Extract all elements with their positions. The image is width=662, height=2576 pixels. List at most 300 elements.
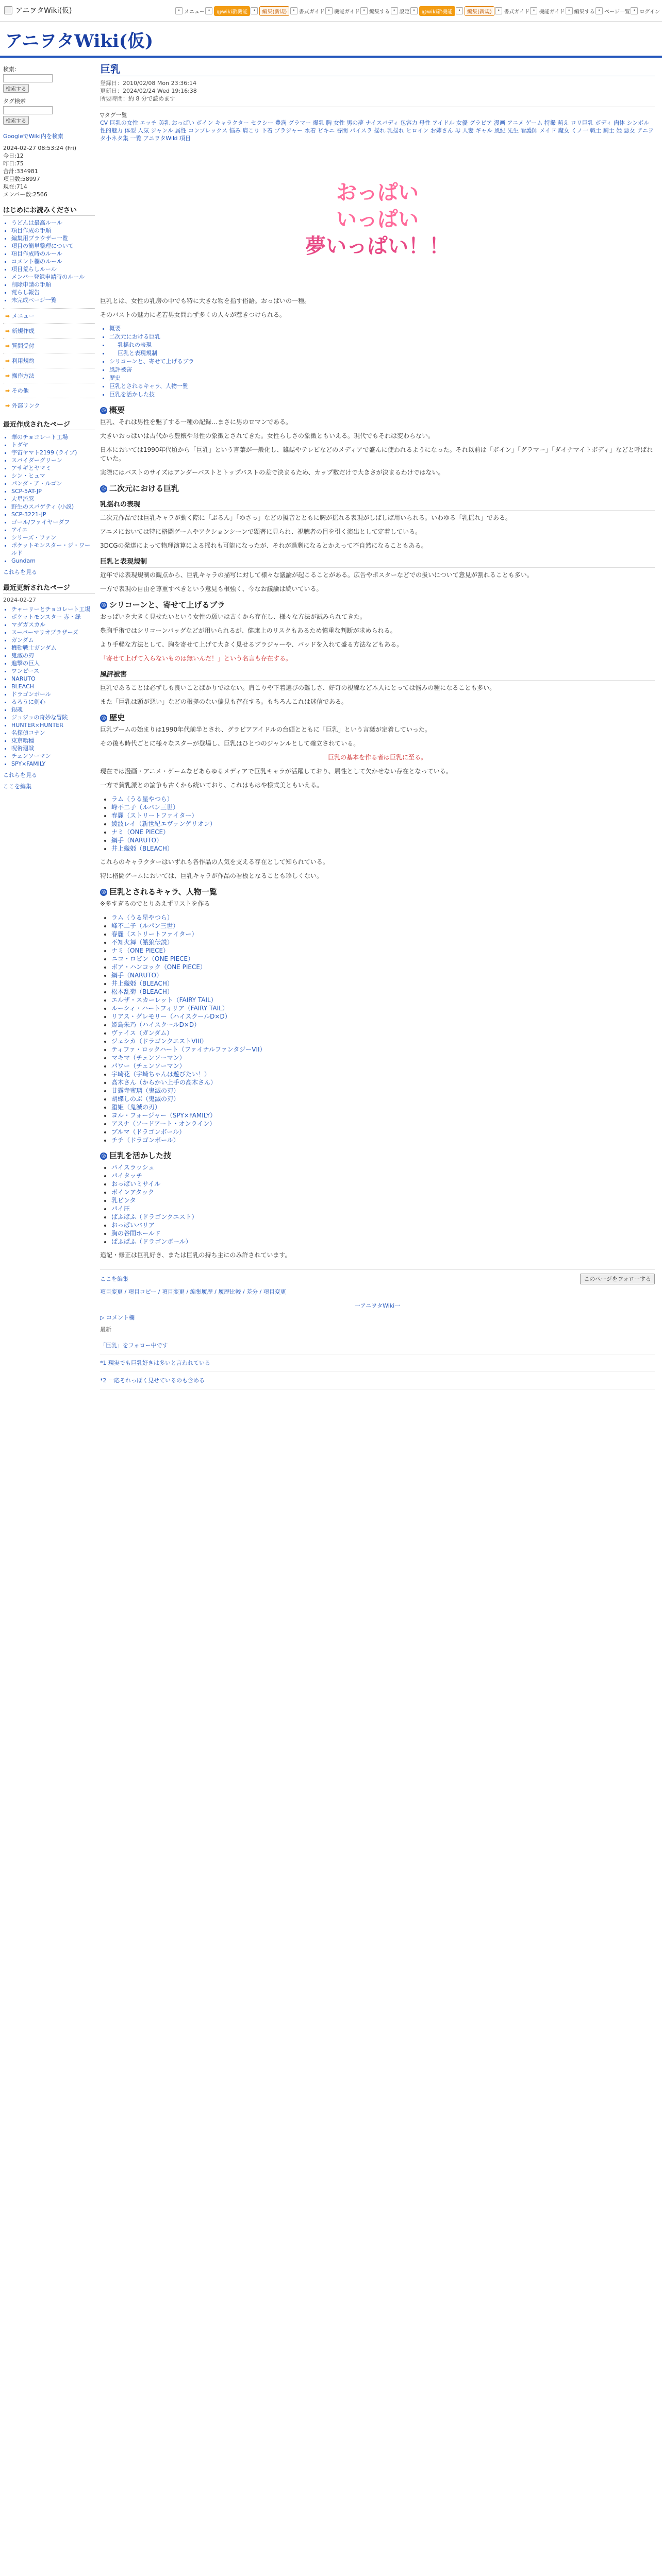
history-item-label: 春麗（ストリートファイター）	[111, 812, 198, 819]
chara-item[interactable]	[111, 996, 655, 1004]
closing-text: 追記・修正は巨乳好き、または巨乳の持ち主にのみ許されています。	[100, 1251, 291, 1259]
chara-item[interactable]	[111, 1111, 655, 1120]
history-list	[100, 795, 655, 853]
chara-item-label: 綱手（NARUTO）	[111, 972, 163, 979]
updated-item[interactable]: • 名探偵コナン	[11, 729, 95, 737]
updated-item[interactable]: • HUNTER×HUNTER	[11, 721, 95, 729]
chara-item-label: 春麗（ストリートファイター）	[111, 930, 198, 938]
toolbar-item[interactable]	[410, 6, 455, 16]
section-marker-icon: ◎	[100, 407, 107, 414]
waza-item[interactable]	[111, 1238, 655, 1246]
section-2d	[100, 484, 655, 493]
toolbar-item-label: ページ一覧	[604, 9, 630, 15]
updated-item[interactable]: • マダガスカル	[11, 621, 95, 629]
stat-line: 項目数:58997	[3, 176, 40, 182]
history-item-label: 綱手（NARUTO）	[111, 837, 163, 844]
main-content	[100, 64, 655, 1389]
history-paragraphs	[100, 725, 655, 748]
chara-item-label: チチ（ドラゴンボール）	[111, 1137, 179, 1144]
waza-item[interactable]	[111, 1180, 655, 1188]
paragraph: 一方で貧乳派との論争も古くから続いており、これはもはや様式美ともいえる。	[100, 782, 323, 789]
chara-item-label: 宇崎花（宇崎ちゃんは遊びたい！）	[111, 1071, 211, 1078]
history-item-label: ラム（うる星やつら）	[111, 795, 173, 803]
chara-item[interactable]	[111, 1037, 655, 1045]
waza-item-label: パイ圧	[111, 1205, 130, 1212]
recent-item[interactable]: • 大星流忍	[11, 495, 95, 503]
chara-item-label: ヴァイス（ガンダム）	[111, 1029, 173, 1037]
sidebar-menu-item[interactable]	[3, 353, 95, 368]
toc-item[interactable]: • 風評被害	[109, 366, 655, 374]
paragraph: おっぱいを大きく見せたいという女性の願いは古くから存在し、様々な方法が試みられてきた。	[100, 613, 367, 620]
meta-value: 約 8 分で読めます	[128, 95, 175, 102]
history-item[interactable]	[111, 828, 655, 836]
paragraph: これらのキャラクターはいずれも各作品の人気を支える存在として知られている。	[100, 858, 329, 866]
chara-item[interactable]	[111, 1078, 655, 1087]
welcome-item[interactable]: • メンバー登録申請時のルール	[11, 273, 95, 281]
welcome-item[interactable]: • 項目荒らしルール	[11, 265, 95, 273]
waza-item[interactable]	[111, 1163, 655, 1172]
meta-value: 2024/02/24 Wed 19:16:38	[123, 88, 197, 94]
comments-edit-link[interactable]: ここを編集	[100, 1276, 128, 1282]
updated-item[interactable]: • 呪術廻戦	[11, 744, 95, 752]
hero-text	[100, 142, 655, 297]
chara-item-label: エルザ・スカーレット（FAIRY TAIL）	[111, 996, 217, 1004]
section-marker-icon: ◎	[100, 715, 107, 722]
recent-item[interactable]: • 宇宙ヤマト2199 (ライブ)	[11, 449, 95, 456]
waza-item[interactable]	[111, 1205, 655, 1213]
toolbar-item-label: 書式ガイド	[299, 9, 325, 15]
gear-icon: •	[391, 7, 398, 14]
meta-key: 更新日：	[100, 88, 123, 94]
section-marker-icon: ◎	[100, 602, 107, 609]
chara-item-label: マキマ（チェンソーマン）	[111, 1054, 186, 1061]
history-paragraphs-3	[100, 858, 655, 880]
chara-item-label: 高木さん（からかい上手の高木さん）	[111, 1079, 217, 1086]
sidebar-menu-label: 新規作成	[11, 328, 35, 334]
chara-item[interactable]	[111, 1029, 655, 1037]
updated-item[interactable]: • NARUTO	[11, 675, 95, 683]
updated-item[interactable]: • ジョジョの奇妙な冒険	[11, 714, 95, 721]
sidebar-menu-item[interactable]	[3, 398, 95, 413]
toolbar-item-label: 機能ガイド	[334, 9, 360, 15]
recent-item[interactable]: • トダヤ	[11, 441, 95, 449]
updated-item[interactable]: • 鬼滅の刃	[11, 652, 95, 659]
toolbar-item[interactable]	[205, 6, 250, 16]
toolbar-item[interactable]	[495, 7, 529, 15]
yure-paragraphs	[100, 514, 655, 550]
recent-item[interactable]: • アサギとヤマミ	[11, 464, 95, 472]
toolbar-item-label: ログイン	[639, 9, 660, 15]
chara-item-label: 堕姫（鬼滅の刃）	[111, 1104, 161, 1111]
waza-item-label: ぱふぱふ（ドラゴンボール）	[111, 1238, 192, 1245]
paragraph: 実際にはバストのサイズはアンダーバストとトップバストの差で決まるため、カップ数だけで大きさが決まるわけではない。	[100, 469, 444, 476]
chara-item-label: 峰不二子（ルパン三世）	[111, 922, 179, 929]
meta-key: 登録日：	[100, 80, 123, 87]
chara-item[interactable]	[111, 1054, 655, 1062]
toolbar-item[interactable]	[175, 7, 205, 15]
waza-item[interactable]	[111, 1229, 655, 1238]
toolbar-item-label: 機能ガイド	[539, 9, 565, 15]
chara-item[interactable]	[111, 913, 655, 922]
paragraph: 近年では表現規制の観点から、巨乳キャラの描写に対して様々な議論が起こることがある。広告やポスターなどでの扱いについて意見が割れることも多い。	[100, 571, 533, 579]
section-marker-icon: ◎	[100, 1153, 107, 1160]
sidebar-menu-item[interactable]	[3, 338, 95, 353]
wiki-icon: •	[410, 7, 418, 14]
section-history-title: 歴史	[109, 713, 125, 722]
chara-item-label: ティファ・ロックハート（ファイナルファンタジーVII）	[111, 1046, 266, 1053]
toolbar-item[interactable]	[251, 6, 289, 16]
wrench-icon: •	[325, 7, 333, 14]
section-marker-icon: ◎	[100, 889, 107, 896]
hero-line-3: 夢いっぱい！！	[305, 234, 450, 258]
chara-item-label: パワー（チェンソーマン）	[111, 1062, 186, 1070]
search-button[interactable]: 検索する	[3, 84, 29, 93]
chara-item-label: リアス・グレモリー（ハイスクールD×D）	[111, 1013, 231, 1020]
meta-line	[100, 79, 655, 87]
history-paragraphs-2	[100, 767, 655, 790]
wiki-footer-label: 一アニヲタWiki一	[354, 1302, 401, 1309]
section-silicone	[100, 601, 655, 609]
chara-item[interactable]	[111, 1095, 655, 1103]
overview-paragraphs	[100, 418, 655, 477]
follow-button[interactable]: このページをフォローする	[580, 1274, 655, 1284]
recent-updated-heading: 最近更新されたページ	[3, 582, 95, 594]
toc-item[interactable]: • 二次元における巨乳	[109, 333, 655, 341]
chara-item[interactable]	[111, 1004, 655, 1012]
chara-item[interactable]	[111, 1087, 655, 1095]
stat-line: 昨日:75	[3, 160, 24, 167]
toc-item[interactable]: • 歴史	[109, 374, 655, 382]
tag-search-button[interactable]: 検索する	[3, 116, 29, 125]
wiki-header	[0, 22, 662, 58]
updated-item[interactable]: • ポケットモンスター 赤・緑	[11, 613, 95, 621]
sidebar-menu-label: 操作方法	[11, 372, 35, 379]
toolbar-item-label: メニュー	[184, 9, 205, 15]
meta-key: 所要時間：	[100, 95, 128, 102]
toolbar-item-label: 編集(新規)	[465, 6, 494, 16]
chara-item-label: 胡蝶しのぶ（鬼滅の刃）	[111, 1095, 180, 1103]
meta-value: 2010/02/08 Mon 23:36:14	[123, 80, 196, 87]
recent-item[interactable]: • ゴール/ファイヤーダフ	[11, 518, 95, 526]
site-name: アニヲタWiki(仮)	[15, 7, 72, 15]
welcome-item[interactable]: • 項目の簡単整理について	[11, 242, 95, 250]
history-item[interactable]	[111, 844, 655, 853]
updated-item[interactable]: • るろうに剣心	[11, 698, 95, 706]
updated-item[interactable]: • ワンピース	[11, 667, 95, 675]
history-item-label: ナミ（ONE PIECE）	[111, 828, 170, 836]
site-logo-icon	[4, 6, 12, 14]
recent-item[interactable]: • シリーズ・ファン	[11, 534, 95, 541]
stat-line: メンバー数:2566	[3, 191, 47, 198]
chara-item-label: ジェシカ（ドラゴンクエストVIII）	[111, 1038, 208, 1045]
chara-item[interactable]	[111, 1103, 655, 1111]
waza-item[interactable]	[111, 1213, 655, 1221]
toc-item[interactable]: • 巨乳と表現規制	[109, 349, 655, 358]
toc-item[interactable]: • 巨乳とされるキャラ、人物一覧	[109, 382, 655, 391]
arrow-right-icon: ➡	[5, 313, 12, 319]
chara-item-label: 不知火舞（餓狼伝説）	[111, 939, 174, 946]
history-item[interactable]	[111, 820, 655, 828]
updated-item[interactable]: • 銀魂	[11, 706, 95, 714]
chara-item[interactable]	[111, 988, 655, 996]
history-item-label: 峰不二子（ルパン三世）	[111, 804, 179, 811]
sidebar	[3, 64, 95, 793]
paragraph: 巨乳、それは男性を魅了する一種の記録…まさに男のロマンである。	[100, 418, 292, 426]
paragraph: 巨乳ブームの始まりは1990年代前半とされ、グラビアアイドルの台頭とともに「巨乳」という言葉が定着していった。	[100, 726, 431, 733]
hero-line-1: おっぱい	[336, 180, 419, 205]
chara-item-label: アスナ（ソードアート・オンライン）	[111, 1120, 216, 1127]
page-meta	[100, 79, 655, 103]
toolbar-item[interactable]	[530, 7, 565, 15]
recent-item[interactable]: • 華のチョコレート工場	[11, 433, 95, 441]
comment-link[interactable]: ▷ コメント欄	[100, 1314, 135, 1321]
tag-search-label: タグ検索	[3, 98, 26, 105]
welcome-item[interactable]: • 未完成ページ一覧	[11, 296, 95, 304]
sidebar-menu-label: メニュー	[11, 313, 35, 319]
updated-item[interactable]: • 進撃の巨人	[11, 659, 95, 667]
chara-list	[100, 913, 655, 1144]
stat-line: 合計:334981	[3, 168, 38, 175]
updated-item[interactable]: • 東京喰種	[11, 737, 95, 744]
fuhyo-paragraphs	[100, 684, 655, 706]
silicone-quote: 「寄せて上げて入らないものは無いんだ！」という名言も存在する。	[100, 655, 292, 662]
book-icon: •	[495, 7, 502, 14]
toc-item[interactable]: • 概要	[109, 325, 655, 333]
page-nav-links[interactable]: 項目変更 / 項目コピー / 項目変更 / 編集履歴 / 履歴比較 / 差分 / 項目変更	[100, 1289, 286, 1295]
site-link[interactable]	[4, 5, 72, 15]
paragraph: 二次元作品では巨乳キャラが動く際に「ぶるん」「ゆさっ」などの擬音とともに胸が揺れる表現がしばしば用いられる。いわゆる「乳揺れ」である。	[100, 514, 512, 521]
updated-item[interactable]: • スーパーマリオブラザーズ	[11, 629, 95, 636]
toolbar-item[interactable]	[391, 7, 410, 15]
chara-item[interactable]	[111, 1070, 655, 1078]
welcome-item[interactable]: • コメント欄のルール	[11, 258, 95, 265]
wiki-title[interactable]: アニヲタWiki(仮)	[5, 31, 154, 52]
paragraph: 3DCGの発達によって物理演算による揺れも可能になったが、それが過剰になるとかえって不自然になることもある。	[100, 542, 427, 549]
welcome-item[interactable]: • 項目作成の手順	[11, 227, 95, 234]
subsection-yure: 乳揺れの表現	[100, 500, 655, 511]
chara-item[interactable]	[111, 1062, 655, 1070]
section-overview-title: 概要	[109, 405, 125, 415]
stat-line: 今日:12	[3, 152, 24, 159]
paragraph: 現在では漫画・アニメ・ゲームなどあらゆるメディアで巨乳キャラが活躍しており、属性として欠かせない存在となっている。	[100, 768, 452, 775]
recent-item[interactable]: • ポケットモンスター・ジ・ワールド	[11, 541, 95, 557]
chara-item-label: 姫島朱乃（ハイスクールD×D）	[111, 1021, 201, 1028]
stat-line: 2024-02-27 08:53:24 (Fri)	[3, 145, 77, 151]
chara-item-label: 井上織姫（BLEACH）	[111, 980, 173, 987]
updated-item[interactable]: • SPY×FAMILY	[11, 760, 95, 768]
section-history	[100, 714, 655, 722]
chara-item-label: 松本乱菊（BLEACH）	[111, 988, 173, 995]
waza-item[interactable]	[111, 1221, 655, 1229]
toc-item[interactable]: • 巨乳を活かした技	[109, 391, 655, 399]
sidebar-menu-label: その他	[11, 387, 29, 394]
chara-item[interactable]	[111, 1012, 655, 1021]
tag-list-label: ▽タグ一覧	[100, 112, 127, 118]
page-title: 巨乳	[100, 65, 655, 76]
history-item[interactable]	[111, 811, 655, 820]
waza-item-label: ぱふぱふ（ドラゴンクエスト）	[111, 1213, 198, 1221]
sidebar-menu-item[interactable]	[3, 308, 95, 323]
chara-item[interactable]	[111, 1136, 655, 1144]
recent-item[interactable]: • Gundam	[11, 557, 95, 565]
comment-item[interactable]: *2 一応それっぽく見せているのも含める	[100, 1372, 655, 1389]
latest-label: 最新	[100, 1326, 111, 1333]
chara-item[interactable]	[111, 963, 655, 971]
sidebar-menu-item[interactable]	[3, 323, 95, 338]
chara-item-label: ニコ・ロビン（ONE PIECE）	[111, 955, 194, 962]
welcome-item[interactable]: • 荒らし報告	[11, 289, 95, 296]
toolbar-item-label: 編集する	[369, 9, 390, 15]
waza-item-label: 胸の谷間ホールド	[111, 1230, 161, 1237]
section-2d-title: 二次元における巨乳	[109, 484, 179, 493]
sidebar-edit-link[interactable]: ここを編集	[3, 783, 31, 790]
updated-item[interactable]: • ドラゴンボール	[11, 690, 95, 698]
paragraph: その後も時代ごとに様々なスターが登場し、巨乳はひとつのジャンルとして確立されている。	[100, 740, 360, 747]
arrow-right-icon: ➡	[5, 343, 12, 349]
top-toolbar	[0, 0, 662, 22]
silicone-paragraphs	[100, 613, 655, 649]
recent-item[interactable]: • SCP-5AT-JP	[11, 487, 95, 495]
sidebar-menu-label: 外部リンク	[11, 402, 40, 409]
waza-item-label: ボインアタック	[111, 1189, 155, 1196]
welcome-item[interactable]: • 項目作成時のルール	[11, 250, 95, 258]
history-item-label: 井上織姫（BLEACH）	[111, 845, 173, 852]
paragraph: また「巨乳は頭が悪い」などの根拠のない偏見も存在する。もちろんこれは迷信である。	[100, 698, 348, 705]
chara-item-label: ヨル・フォージャー（SPY×FAMILY）	[111, 1112, 217, 1119]
comment-item[interactable]: *1 現実でも巨乳好きは多いと言われている	[100, 1354, 655, 1372]
section-marker-icon: ◎	[100, 485, 107, 493]
sidebar-menu-label: 利用規約	[11, 358, 35, 364]
toolbar-item-label: 編集(新規)	[259, 6, 289, 16]
toolbar-item[interactable]	[456, 6, 494, 16]
recent-item[interactable]: • スパイダーグリーン	[11, 456, 95, 464]
tag-search-input[interactable]	[3, 106, 53, 114]
atwiki-icon: •	[205, 7, 212, 14]
wrench-icon: •	[530, 7, 537, 14]
section-overview	[100, 406, 655, 415]
chara-item[interactable]	[111, 1045, 655, 1054]
stat-line: 現在:714	[3, 183, 27, 190]
chara-intro: ※多すぎるのでとりあえずリストを作る	[100, 900, 210, 907]
toolbar-item[interactable]	[595, 7, 630, 15]
history-item-label: 綾波レイ（新世紀エヴァンゲリオン）	[111, 820, 216, 827]
kisei-paragraphs	[100, 571, 655, 594]
welcome-item[interactable]: • 削除申請の手順	[11, 281, 95, 289]
recent-item[interactable]: • 野生のスパゲティ (小説)	[11, 503, 95, 511]
updated-item[interactable]: • チェンソーマン	[11, 752, 95, 760]
chara-item[interactable]	[111, 930, 655, 938]
chara-item[interactable]	[111, 946, 655, 955]
chara-item[interactable]	[111, 938, 655, 946]
search-input[interactable]	[3, 74, 53, 82]
toolbar-item[interactable]	[566, 7, 595, 15]
search-label: 検索：	[3, 66, 20, 73]
toolbar-item[interactable]	[290, 7, 325, 15]
welcome-item[interactable]: • 編集用ブラウザー一覧	[11, 234, 95, 242]
history-quote: 巨乳の基本を作る者は巨乳に至る。	[327, 754, 427, 761]
toolbar-item-label: 書式ガイド	[504, 9, 530, 15]
chara-item[interactable]	[111, 979, 655, 988]
waza-item[interactable]	[111, 1196, 655, 1205]
history-item[interactable]	[111, 795, 655, 803]
arrow-right-icon: ➡	[5, 358, 12, 364]
recent-created-heading: 最近作成されたページ	[3, 419, 95, 430]
arrow-right-icon: ➡	[5, 387, 12, 394]
toolbar-item[interactable]	[631, 7, 660, 15]
history-item[interactable]	[111, 836, 655, 844]
toolbar-item[interactable]	[360, 7, 390, 15]
toc-item[interactable]: • 乳揺れの表現	[109, 341, 655, 349]
waza-item[interactable]	[111, 1188, 655, 1196]
arrow-right-icon: ➡	[5, 372, 12, 379]
recent-item[interactable]: • シン・ヒュマ	[11, 472, 95, 480]
history-item[interactable]	[111, 803, 655, 811]
updated-item[interactable]: • 機動戦士ガンダム	[11, 644, 95, 652]
chara-item[interactable]	[111, 922, 655, 930]
chara-item[interactable]	[111, 971, 655, 979]
site-stats	[3, 144, 95, 198]
recent-updated-list	[3, 605, 95, 768]
welcome-item[interactable]: • うどんは最高ルール	[11, 219, 95, 227]
login-icon: •	[631, 7, 638, 14]
toolbar-item-label: 設定	[399, 9, 410, 15]
update-date: 2024-02-27	[3, 597, 36, 603]
recent-item[interactable]: • SCP-3221-JP	[11, 511, 95, 518]
toolbar-item-label: @wiki新機能	[419, 6, 455, 16]
chara-item[interactable]	[111, 1021, 655, 1029]
recent-item[interactable]: • パンダ・ア・ルゴン	[11, 480, 95, 487]
updated-item[interactable]: • ガンダム	[11, 636, 95, 644]
more-updated-link[interactable]: これらを見る	[3, 772, 37, 778]
more-recent-link[interactable]: これらを見る	[3, 569, 37, 575]
updated-item[interactable]: • BLEACH	[11, 683, 95, 690]
waza-item[interactable]	[111, 1172, 655, 1180]
sidebar-menu-item[interactable]	[3, 368, 95, 383]
tag-list-values[interactable]: CV 巨乳の女性 エッチ 美乳 おっぱい ボイン キャラクター セクシー 豊満 グラマー 爆乳 胸 女性 男の夢 ナイスバディ 包容力 母性 アイドル 女優 グラビア 漫画 アニメ ゲーム 特撮 萌え ロリ巨乳 ボディ 肉体 シンボル 性的魅力 体型 人気 ジャンル 属性 コンプレックス 悩み 肩こり 下着 ブラジャー 水着 ビキニ 谷間 パイスラ 揺れ 乳揺れ ヒロイン お姉さん 母 人妻 ギャル 風紀 先生 看護師 メイド 魔女 くノ一 戦士 騎士 姫 悪女 アニヲタ小ネタ集 一覧 アニヲタWiki 項目	[100, 120, 654, 142]
paragraph: 一方で表現の自由を尊重すべきという意見も根強く、今なお議論は続いている。	[100, 585, 323, 592]
waza-list	[100, 1163, 655, 1246]
recent-created-list	[3, 433, 95, 565]
chara-item-label: ナミ（ONE PIECE）	[111, 947, 170, 954]
chara-item[interactable]	[111, 1128, 655, 1136]
toolbar-item-label: @wiki新機能	[214, 6, 250, 16]
waza-item-label: パイスラッシュ	[111, 1164, 155, 1171]
edit-icon: •	[566, 7, 573, 14]
tag-list[interactable]	[100, 111, 655, 142]
section-chara	[100, 888, 655, 896]
toolbar-item[interactable]	[325, 7, 360, 15]
paragraph: 大きいおっぱいは古代から豊穣や母性の象徴とされてきた。女性らしさの象徴ともいえる。現代でもそれは変わらない。	[100, 432, 435, 439]
sidebar-menu-item[interactable]	[3, 383, 95, 398]
comments-area	[100, 1269, 655, 1389]
welcome-heading: はじめにお読みください	[3, 205, 95, 216]
toc-item[interactable]: • シリコーンと、寄せて上げるブラ	[109, 358, 655, 366]
recent-item[interactable]: • アイエ	[11, 526, 95, 534]
chara-item[interactable]	[111, 955, 655, 963]
section-waza	[100, 1151, 655, 1160]
section-waza-title: 巨乳を活かした技	[109, 1151, 172, 1160]
google-search-link[interactable]: GoogleでWiki内を検索	[3, 133, 63, 140]
list-icon: •	[595, 7, 603, 14]
chara-item-label: 甘露寺蜜璃（鬼滅の刃）	[111, 1087, 180, 1094]
comment-item[interactable]: 「巨乳」をフォロー中です	[100, 1337, 655, 1354]
waza-item-label: おっぱいバリア	[111, 1222, 155, 1229]
updated-item[interactable]: • チャーリーとチョコレート工場	[11, 605, 95, 613]
paragraph: 特に格闘ゲームにおいては、巨乳キャラが作品の看板となることも珍しくない。	[100, 872, 323, 879]
sidebar-menu-label: 質問受付	[11, 343, 35, 349]
chara-item[interactable]	[111, 1120, 655, 1128]
waza-item-label: 乳ビンタ	[111, 1197, 136, 1204]
